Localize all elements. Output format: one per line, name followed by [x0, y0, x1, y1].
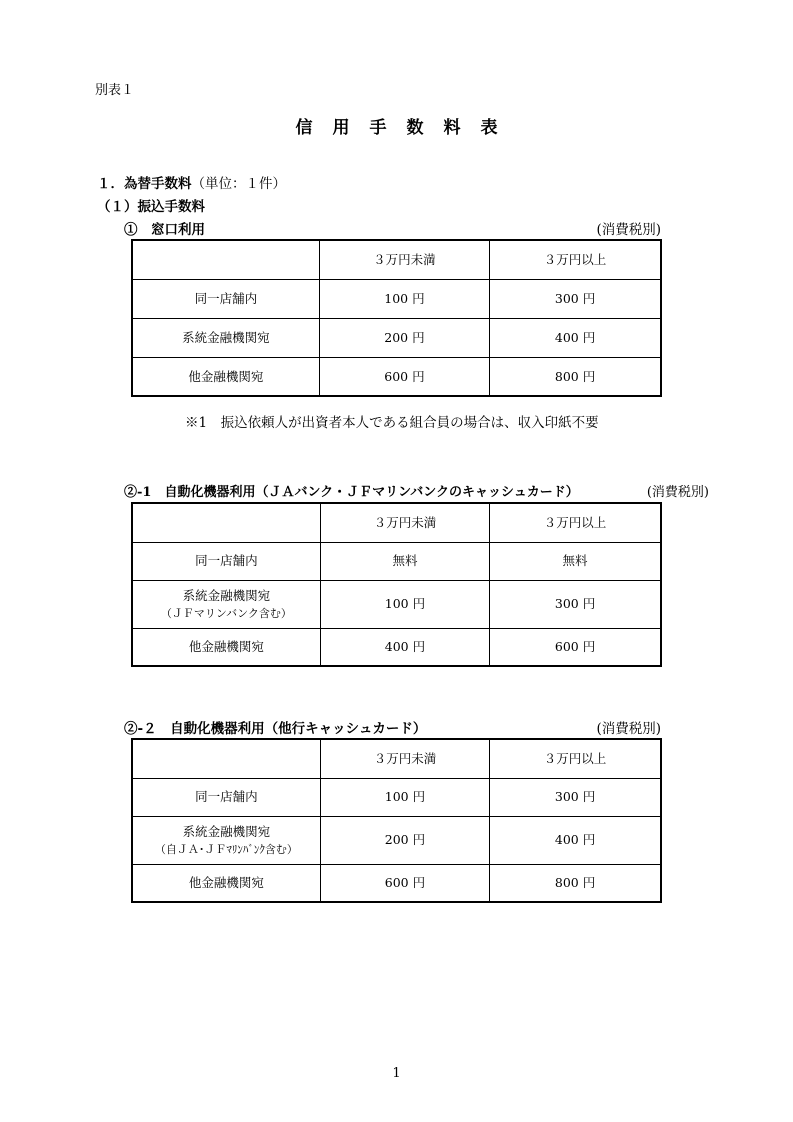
header-cell: ３万円以上: [490, 739, 661, 778]
fee-cell: 300 円: [490, 778, 661, 816]
fee-table-counter: [131, 239, 662, 397]
header-cell: [132, 240, 319, 279]
fee-cell: 300 円: [490, 279, 661, 318]
fee-cell: 600 円: [320, 864, 489, 902]
header-cell: ３万円以上: [490, 503, 661, 542]
block3-tax-note: (消費税別): [596, 721, 661, 737]
fee-cell: 400 円: [490, 318, 661, 357]
header-cell: [132, 503, 320, 542]
row-label: 他金融機関宛: [132, 357, 319, 396]
fee-cell: 100 円: [320, 580, 489, 628]
block1-heading: ① 窓口利用: [124, 222, 205, 238]
page-title: 信用手数料表: [295, 118, 518, 138]
fee-cell: 100 円: [319, 279, 489, 318]
table-row: [132, 357, 661, 396]
fee-cell: 800 円: [490, 864, 661, 902]
page-number: 1: [392, 1066, 401, 1081]
section-heading: [97, 172, 286, 192]
fee-cell: 100 円: [320, 778, 489, 816]
fee-cell: 200 円: [319, 318, 489, 357]
row-label: 他金融機関宛: [132, 628, 320, 666]
row-label: 他金融機関宛: [132, 864, 320, 902]
table-header-row: [132, 739, 661, 778]
row-label: 同一店舗内: [132, 279, 319, 318]
row-label: 同一店舗内: [132, 542, 320, 580]
table-row: [132, 778, 661, 816]
fee-cell: 400 円: [320, 628, 489, 666]
fee-cell: 無料: [320, 542, 489, 580]
row-label-sub: （自ＪＡ･ＪＦﾏﾘﾝﾊﾞﾝｸ含む）: [154, 843, 298, 857]
header-cell: [132, 739, 320, 778]
block3-heading: ②-２ 自動化機器利用（他行キャッシュカード）: [124, 721, 427, 737]
row-label-main: 系統金融機関宛: [182, 587, 271, 603]
table-row: [132, 816, 661, 864]
row-label-sub: （ＪＦマリンバンク含む）: [160, 607, 292, 621]
header-cell: ３万円未満: [319, 240, 489, 279]
block2-tax-note: (消費税別): [646, 485, 709, 500]
section-unit: （単位：１件）: [191, 176, 286, 192]
row-label: [132, 580, 320, 628]
header-cell: ３万円未満: [320, 503, 489, 542]
fee-cell: 600 円: [319, 357, 489, 396]
table-row: [132, 580, 661, 628]
fee-cell: 無料: [490, 542, 661, 580]
table-header-row: [132, 240, 661, 279]
annex-label: 別表１: [95, 83, 135, 98]
fee-table-other-atm: [131, 738, 662, 903]
fee-cell: 200 円: [320, 816, 489, 864]
footnote: ※1 振込依頼人が出資者本人である組合員の場合は、収入印紙不要: [185, 415, 599, 431]
table-header-row: [132, 503, 661, 542]
table-row: [132, 318, 661, 357]
header-cell: ３万円未満: [320, 739, 489, 778]
table-row: [132, 864, 661, 902]
subsection-heading: （１）振込手数料: [97, 199, 205, 215]
fee-cell: 400 円: [490, 816, 661, 864]
row-label: [132, 816, 320, 864]
table-row: [132, 628, 661, 666]
table-row: [132, 542, 661, 580]
block2-heading: ②-1 自動化機器利用（ＪＡバンク・ＪＦマリンバンクのキャッシュカード）: [124, 485, 579, 500]
fee-cell: 300 円: [490, 580, 661, 628]
row-label: 系統金融機関宛: [132, 318, 319, 357]
table-row: [132, 279, 661, 318]
fee-cell: 600 円: [490, 628, 661, 666]
row-label: 同一店舗内: [132, 778, 320, 816]
fee-cell: 800 円: [490, 357, 661, 396]
block1-tax-note: (消費税別): [596, 222, 661, 238]
section-title: １．為替手数料: [97, 176, 192, 192]
header-cell: ３万円以上: [490, 240, 661, 279]
row-label-main: 系統金融機関宛: [182, 823, 271, 839]
fee-table-ja-atm: [131, 502, 662, 667]
